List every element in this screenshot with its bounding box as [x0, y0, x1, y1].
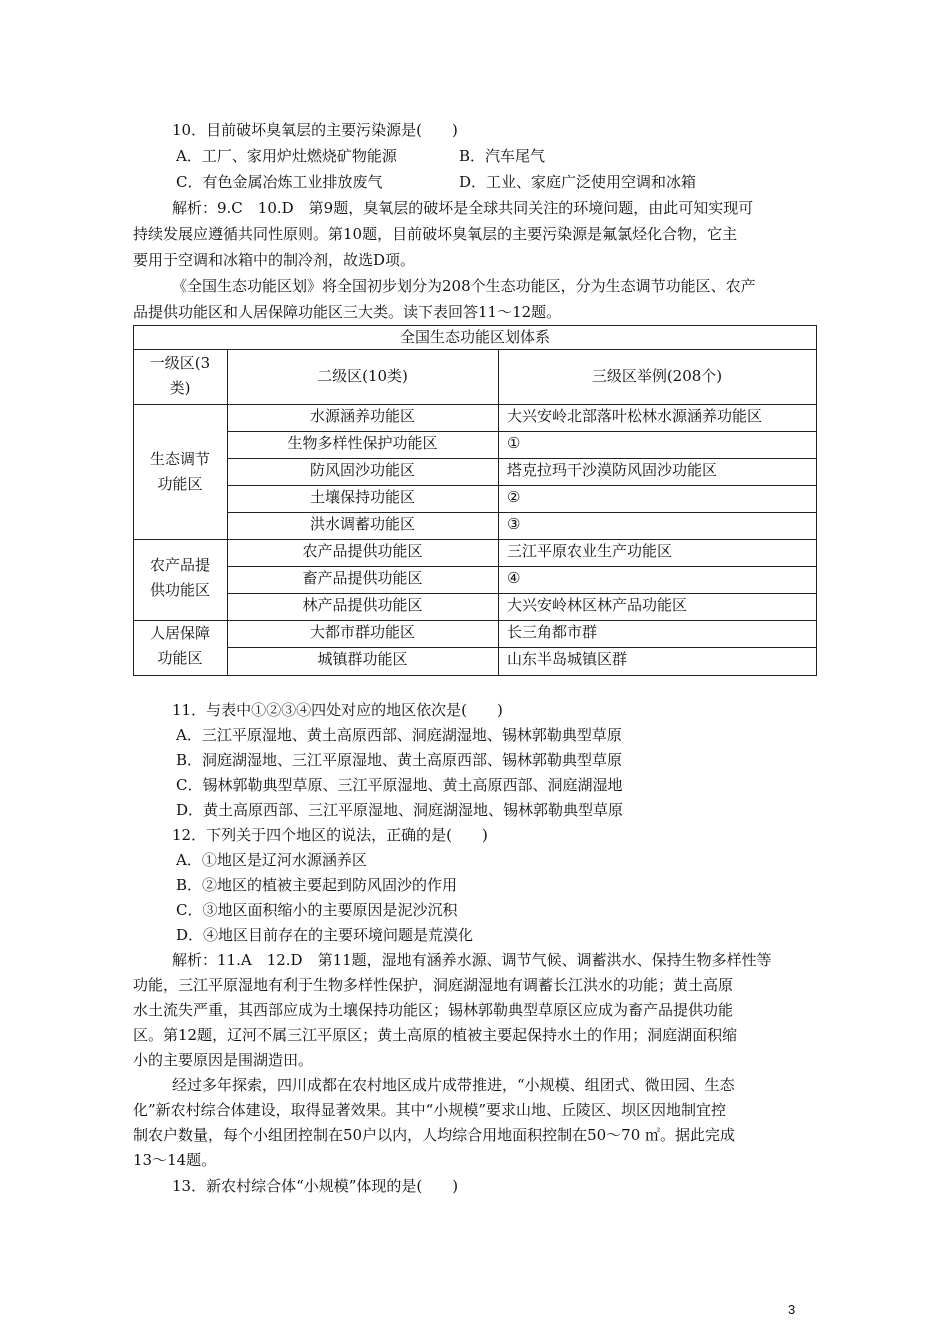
- table-cell-level3: ③: [507, 515, 521, 533]
- analysis2-line: 功能，三江平原湿地有利于生物多样性保护，洞庭湖湿地有调蓄长江洪水的功能；黄土高原: [133, 976, 734, 994]
- table-cell-level2: 农产品提供功能区: [302, 542, 423, 560]
- q11-option-a: A．三江平原湿地、黄土高原西部、洞庭湖湿地、锡林郭勒典型草原: [176, 726, 622, 744]
- table-header-level2: 二级区(10类): [317, 367, 408, 385]
- table-cell-level2: 土壤保持功能区: [309, 488, 415, 506]
- table-cell-level2: 畜产品提供功能区: [302, 569, 423, 587]
- table-cell-level2: 生物多样性保护功能区: [287, 434, 438, 452]
- table-cell-level2: 防风固沙功能区: [309, 461, 415, 479]
- q11-option-d: D．黄土高原西部、三江平原湿地、洞庭湖湿地、锡林郭勒典型草原: [176, 801, 624, 819]
- analysis1-line: 要用于空调和冰箱中的制冷剂，故选D项。: [133, 251, 416, 269]
- q11-stem: 11．与表中①②③④四处对应的地区依次是( ): [172, 701, 503, 719]
- page-number: 3: [788, 1302, 796, 1317]
- table-cell-level3: 山东半岛城镇区群: [507, 650, 628, 668]
- analysis1-line: 解析：9.C 10.D 第9题，臭氧层的破坏是全球共同关注的环境问题，由此可知实现可: [172, 199, 754, 217]
- analysis2-line: 区。第12题，辽河不属三江平原区；黄土高原的植被主要起保持水土的作用；洞庭湖面积缩: [133, 1026, 738, 1044]
- table-group-name: 功能区: [157, 649, 203, 667]
- analysis2-line: 解析：11.A 12.D 第11题，湿地有涵养水源、调节气候、调蓄洪水、保持生物多样性等: [172, 951, 772, 969]
- q13-stem: 13．新农村综合体“小规模”体现的是( ): [172, 1177, 459, 1195]
- q12-stem: 12．下列关于四个地区的说法，正确的是( ): [172, 826, 488, 844]
- table-group-name: 功能区: [157, 475, 203, 493]
- intro-line: 《全国生态功能区划》将全国初步划分为208个生态功能区，分为生态调节功能区、农产: [172, 277, 756, 295]
- table-group-name: 人居保障: [149, 624, 210, 642]
- q11-option-b: B．洞庭湖湿地、三江平原湿地、黄土高原西部、锡林郭勒典型草原: [176, 751, 623, 769]
- intro2-line: 经过多年探索，四川成都在农村地区成片成带推进，“小规模、组团式、微田园、生态: [172, 1076, 735, 1094]
- table-cell-level2: 城镇群功能区: [317, 650, 408, 668]
- q10-option-c: C．有色金属冶炼工业排放废气: [176, 173, 383, 191]
- table-title: 全国生态功能区划体系: [399, 328, 550, 346]
- q10-option-b: B．汽车尾气: [459, 147, 546, 165]
- table-header-level3: 三级区举例(208个): [591, 367, 723, 385]
- intro2-line: 制农户数量，每个小组团控制在50户以内，人均综合用地面积控制在50～70 ㎡。据此完成: [133, 1126, 736, 1144]
- table-cell-level3: 三江平原农业生产功能区: [507, 542, 673, 560]
- table-cell-level3: 大兴安岭北部落叶松林水源涵养功能区: [507, 407, 763, 425]
- table-header-level1: 一级区(3: [149, 354, 211, 372]
- table-cell-level3: 塔克拉玛干沙漠防风固沙功能区: [507, 461, 718, 479]
- table-cell-level3: 大兴安岭林区林产品功能区: [507, 596, 688, 614]
- q12-option-a: A．①地区是辽河水源涵养区: [176, 851, 367, 869]
- table-group-name: 供功能区: [149, 581, 210, 599]
- table-header-level1: 类): [169, 379, 191, 397]
- table-cell-level2: 大都市群功能区: [309, 623, 415, 641]
- table-cell-level2: 洪水调蓄功能区: [309, 515, 415, 533]
- table-cell-level3: ①: [507, 434, 521, 452]
- q12-option-d: D．④地区目前存在的主要环境问题是荒漠化: [176, 926, 474, 944]
- q12-option-c: C．③地区面积缩小的主要原因是泥沙沉积: [176, 901, 458, 919]
- table-cell-level2: 林产品提供功能区: [302, 596, 423, 614]
- intro2-line: 化”新农村综合体建设，取得显著效果。其中“小规模”要求山地、丘陵区、坝区因地制宜控: [133, 1101, 727, 1119]
- table-cell-level3: ④: [507, 569, 521, 587]
- q11-option-c: C．锡林郭勒典型草原、三江平原湿地、黄土高原西部、洞庭湖湿地: [176, 776, 623, 794]
- q10-option-d: D．工业、家庭广泛使用空调和冰箱: [459, 173, 697, 191]
- intro-line: 品提供功能区和人居保障功能区三大类。读下表回答11～12题。: [133, 303, 562, 321]
- q10-stem: 10．目前破坏臭氧层的主要污染源是( ): [172, 121, 458, 139]
- table-cell-level3: ②: [507, 488, 521, 506]
- analysis1-line: 持续发展应遵循共同性原则。第10题，目前破坏臭氧层的主要污染源是氟氯烃化合物，它主: [133, 225, 738, 243]
- intro2-line: 13～14题。: [133, 1151, 217, 1169]
- analysis2-line: 小的主要原因是围湖造田。: [133, 1051, 314, 1069]
- table-cell-level2: 水源涵养功能区: [309, 407, 415, 425]
- table-group-name: 生态调节: [149, 450, 210, 468]
- q12-option-b: B．②地区的植被主要起到防风固沙的作用: [176, 876, 458, 894]
- q10-option-a: A．工厂、家用炉灶燃烧矿物能源: [176, 147, 397, 165]
- table-cell-level3: 长三角都市群: [507, 623, 598, 641]
- table-group-name: 农产品提: [149, 556, 210, 574]
- analysis2-line: 水土流失严重，其西部应成为土壤保持功能区；锡林郭勒典型草原区应成为畜产品提供功能: [133, 1001, 734, 1019]
